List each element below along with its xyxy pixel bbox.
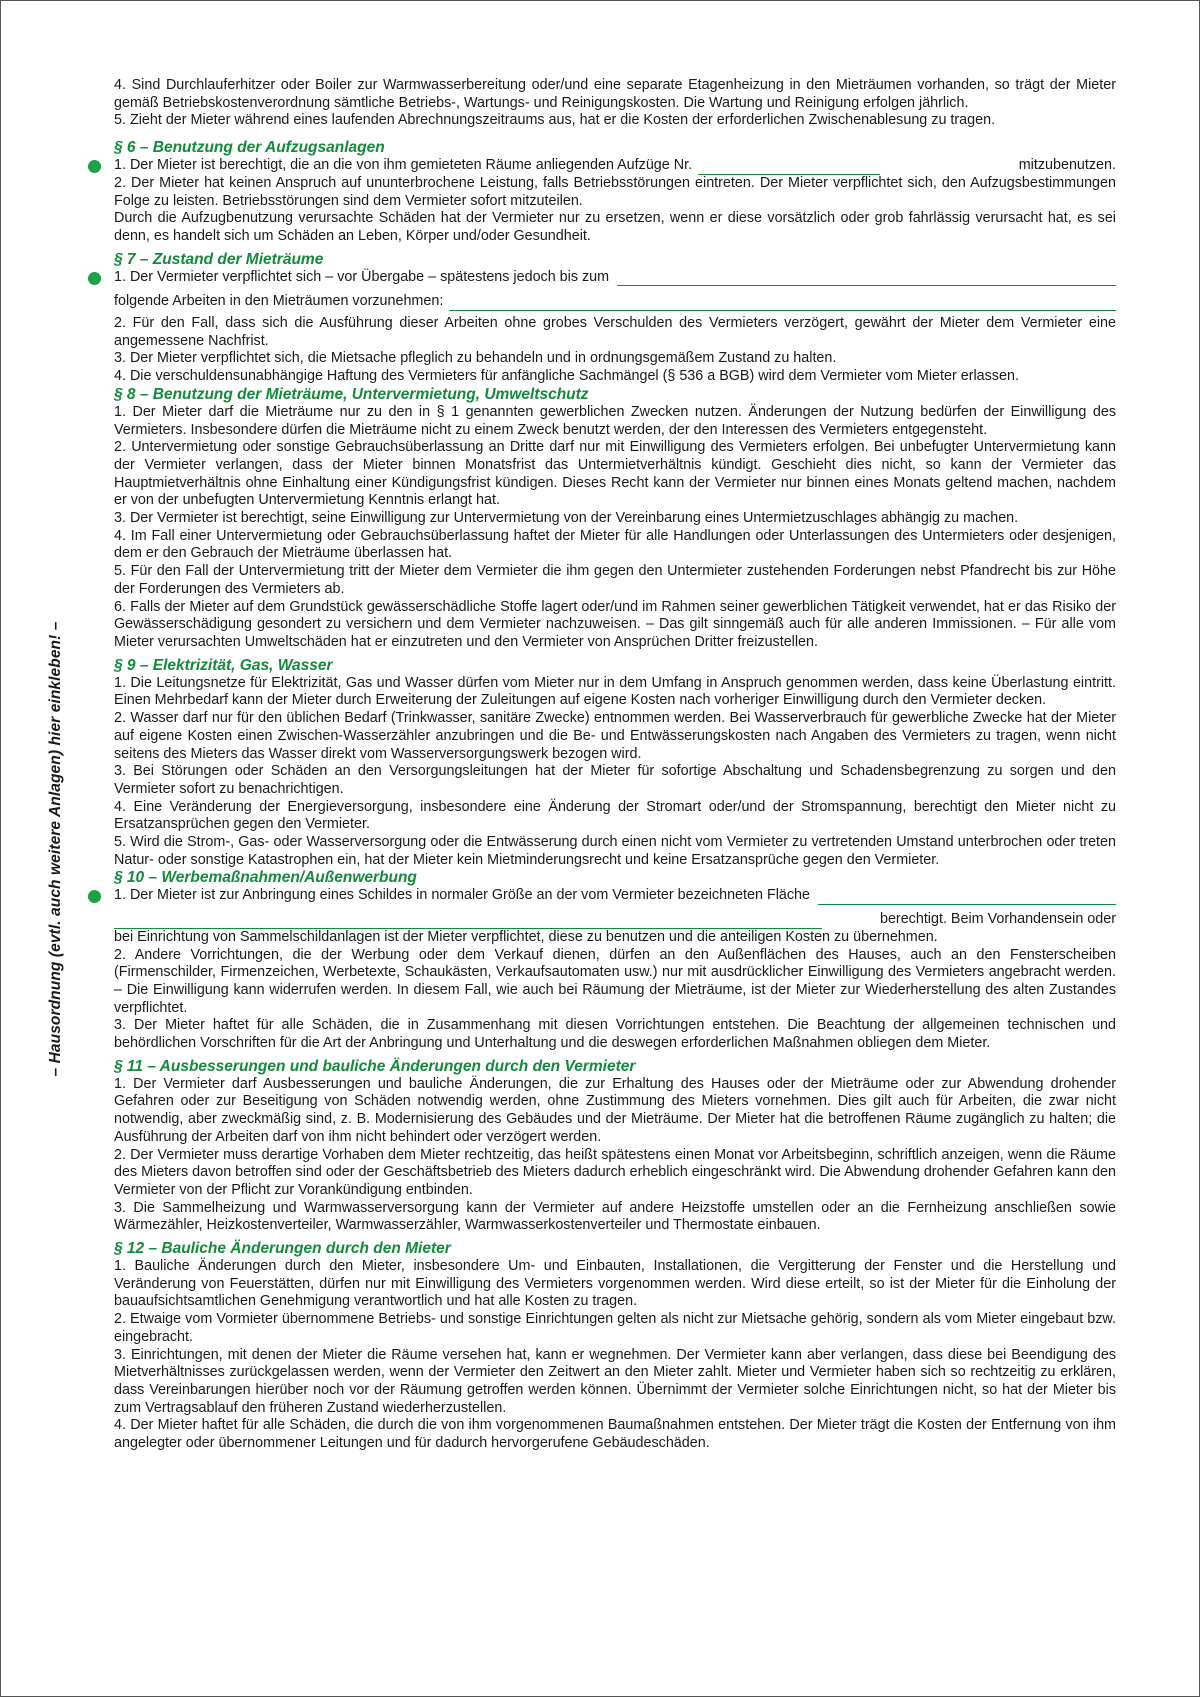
- s12-p1: 1. Bauliche Änderungen durch den Mieter, insbesondere Um- und Einbauten, Installationen, die Vergitterung der Fenster und die Herstellung und Veränderung von Feuerstätten, dürfen nur mit Einwilligung des Vermieters vorgenommen werden. Wird diese erteilt, so ist der Mieter für die Einholung der bauaufsichtsamtlichen Genehmigung verantwortlich und hat alle Kosten zu tragen.: [114, 1258, 1116, 1310]
- s11-p3: 3. Die Sammelheizung und Warmwasserversorgung kann der Vermieter auf andere Heizstoffe umstellen oder an die Fernheizung anschließen sowie Wärmezähler, Heizkostenverteiler, Warmwasserzähler, Warmwasserkostenverteiler und Thermostate einbauen.: [114, 1199, 1116, 1234]
- s7-p1: [114, 269, 1116, 287]
- s9-p4: 4. Eine Veränderung der Energieversorgung, insbesondere eine Änderung der Stromart oder/und der Stromspannung, berechtigt den Mieter nicht zu Ersatzansprüchen gegen den Vermieter.: [114, 798, 1116, 833]
- s10-p1-line2: [114, 911, 1116, 929]
- s8-p6: 6. Falls der Mieter auf dem Grundstück gewässerschädliche Stoffe lagert oder/und im Rahmen seiner gewerblichen Tätigkeit verwendet, hat er das Risiko der Gewässerschädigung gesondert zu versichern und dem Vermieter nachzuweisen. – Das gilt sinngemäß auch für alle anderen Immissionen. – Für alle vom Mieter verursachten Umweltschäden hat er einzutreten und den Vermieter von Ansprüchen Dritter freizustellen.: [114, 598, 1116, 650]
- s10-p3: 3. Der Mieter haftet für alle Schäden, die in Zusammenhang mit diesen Vorrichtungen entstehen. Die Beachtung der allgemeinen technischen und behördlichen Vorschriften für die Art der Anbringung und Unterhaltung und die deswegen erforderlichen Maßnahmen obliegen dem Mieter.: [114, 1017, 1116, 1052]
- s9-p1: 1. Die Leitungsnetze für Elektrizität, Gas und Wasser dürfen vom Mieter nur in dem Umfang in Anspruch genommen werden, dass keine Überlastung eintritt. Einen Mehrbedarf kann der Mieter durch Erweiterung der Zuleitungen auf eigene Kosten nach vorheriger Einwilligung durch den Vermieter decken.: [114, 674, 1116, 709]
- s10-p2: 2. Andere Vorrichtungen, die der Werbung oder dem Verkauf dienen, dürfen an den Außenflächen des Hauses, auch an den Fensterscheiben (Firmenschilder, Firmenzeichen, Werbetexte, Schaukästen, Verkaufsautomaten usw.) nur mit ausdrücklicher Einwilligung des Vermieters angebracht werden. – Die Einwilligung kann widerrufen werden. In diesem Fall, wie auch bei Räumung der Mieträume, ist der Mieter zur Wiederherstellung des alten Zustandes verpflichtet.: [114, 946, 1116, 1016]
- deadline-date-field[interactable]: [617, 273, 1116, 286]
- s12-p2: 2. Etwaige vom Vormieter übernommene Betriebs- und sonstige Einrichtungen gelten als nicht zur Mietsache gehörig, sondern als vom Mieter eingebaut bzw. eingebracht.: [114, 1311, 1116, 1345]
- s7-p2: 2. Für den Fall, dass sich die Ausführung dieser Arbeiten ohne grobes Verschulden des Vermieters verzögert, gewährt der Mieter dem Vermieter eine angemessene Nachfrist.: [114, 315, 1116, 349]
- s11-p1: 1. Der Vermieter darf Ausbesserungen und bauliche Änderungen, die zur Erhaltung des Hauses oder der Mieträume oder zur Abwendung drohender Gefahren oder zur Beseitigung von Schäden notwendig werden, ohne Zustimmung des Mieters vornehmen. Dies gilt auch für Arbeiten, die zwar nicht notwendig, aber zweckmäßig sind, z. B. Modernisierung des Gebäudes und der Mieträume. Der Mieter hat die betroffenen Räume zugänglich zu halten; die Ausführung der Arbeiten darf von ihm nicht behindert oder verzögert werden.: [114, 1075, 1116, 1145]
- s6-heading: § 6 – Benutzung der Aufzugsanlagen: [114, 139, 385, 157]
- s10-heading: § 10 – Werbemaßnahmen/Außenwerbung: [114, 869, 417, 887]
- elevator-number-field[interactable]: [698, 162, 880, 175]
- s12-p4: 4. Der Mieter haftet für alle Schäden, die durch die von ihm vorgenommenen Baumaßnahmen entstehen. Der Mieter trägt die Kosten der Entfernung von ihm angelegter oder übernommener Leitungen und für dadurch hervorgerufene Gebäudeschäden.: [114, 1417, 1116, 1452]
- s8-heading: § 8 – Benutzung der Mieträume, Untervermietung, Umweltschutz: [114, 385, 589, 403]
- s9-p2: 2. Wasser darf nur für den üblichen Bedarf (Trinkwasser, sanitäre Zwecke) entnommen werden. Bei Wasserverbrauch für gewerbliche Zwecke hat der Mieter auf eigene Kosten einen Zwischen-Wasserzähler anzubringen und die Be- und Entwässerungskosten nach Angaben des Vermieters zu tragen, wenn nicht seitens des Mieters das Wasser direkt vom Wasserversorgungswerk bezogen wird.: [114, 710, 1116, 762]
- s7-p1-text2: folgende Arbeiten in den Mieträumen vorzunehmen:: [114, 293, 444, 310]
- s7-p1-text: 1. Der Vermieter verpflichtet sich – vor Übergabe – spätestens jedoch bis zum: [114, 268, 610, 285]
- s9-heading: § 9 – Elektrizität, Gas, Wasser: [114, 656, 333, 674]
- s10-p1-text2: berechtigt. Beim Vorhandensein oder: [879, 911, 1116, 928]
- s10-p1-text: 1. Der Mieter ist zur Anbringung eines Schildes in normaler Größe an der vom Vermieter bezeichneten Fläche: [114, 887, 811, 904]
- s7-heading: § 7 – Zustand der Mieträume: [114, 250, 324, 268]
- s7-p1-line2: [114, 293, 1116, 311]
- s8-p3: 3. Der Vermieter ist berechtigt, seine Einwilligung zur Untervermietung von der Vereinbarung eines Untermietzuschlages abhängig zu machen.: [114, 510, 1019, 527]
- s8-p5: 5. Für den Fall der Untervermietung tritt der Mieter dem Vermieter die ihm gegen den Untermieter zustehenden Forderungen nebst Pfandrecht bis zur Höhe der Forderungen des Vermieters ab.: [114, 563, 1116, 597]
- s10-p1-cont: bei Einrichtung von Sammelschildanlagen ist der Mieter verpflichtet, diese zu benutzen und die anteiligen Kosten zu übernehmen.: [114, 928, 938, 945]
- s5-p5: 5. Zieht der Mieter während eines laufenden Abrechnungszeitraums aus, hat er die Kosten der erforderlichen Zwischenablesung zu tragen.: [114, 112, 996, 129]
- s10-p1: [114, 887, 1116, 905]
- s6-p3: Durch die Aufzugbenutzung verursachte Schäden hat der Vermieter nur zu ersetzen, wenn er diese vorsätzlich oder grob fahrlässig verursacht hat, es sei denn, es handelt sich um Schäden an Leben, Körper und/oder Gesundheit.: [114, 210, 1116, 244]
- s6-p1-text: 1. Der Mieter ist berechtigt, die an die von ihm gemieteten Räume anliegenden Aufzüge Nr.: [114, 157, 693, 174]
- s8-p1: 1. Der Mieter darf die Mieträume nur zu den in § 1 genannten gewerblichen Zwecken nutzen. Änderungen der Nutzung bedürfen der Einwilligung des Vermieters. Insbesondere dürfen die Mieträume nicht zu einem Zweck benutzt werden, der den Interessen des Vermieters entgegensteht.: [114, 403, 1116, 438]
- s8-p2: 2. Untervermietung oder sonstige Gebrauchsüberlassung an Dritte darf nur mit Einwilligung des Vermieters erfolgen. Bei unbefugter Untervermietung kann der Vermieter verlangen, dass der Mieter binnen Monatsfrist das Untermietverhältnis kündigt. Geschieht dies nicht, so kann der Vermieter das Hauptmietverhältnis ohne Einhaltung einer Kündigungsfrist kündigen. Dieses Recht kann der Vermieter nur binnen eines Monats geltend machen, nachdem er von der unbefugten Untervermietung Kenntnis erlangt hat.: [114, 439, 1116, 509]
- s7-p4: 4. Die verschuldensunabhängige Haftung des Vermieters für anfängliche Sachmängel (§ 536 a BGB) wird dem Vermieter vom Mieter erlassen.: [114, 368, 1019, 385]
- sign-area-field[interactable]: [818, 892, 1116, 905]
- s5-p4: 4. Sind Durchlauferhitzer oder Boiler zur Warmwasserbereitung oder/und eine separate Etagenheizung in den Mieträumen vorhanden, so trägt der Mieter gemäß Betriebskostenverordnung sämtliche Betriebs-, Wartungs- und Reinigungskosten. Die Wartung und Reinigung erfolgen jährlich.: [114, 77, 1116, 111]
- contract-page: [114, 77, 1116, 1453]
- s6-p1-end: mitzubenutzen.: [1018, 157, 1116, 174]
- s7-p3: 3. Der Mieter verpflichtet sich, die Mietsache pfleglich zu behandeln und in ordnungsgemäßem Zustand zu halten.: [114, 350, 837, 367]
- s9-p3: 3. Bei Störungen oder Schäden an den Versorgungsleitungen hat der Mieter für sofortige Abschaltung und Schadensbegrenzung zu sorgen und den Vermieter sofort zu benachrichtigen.: [114, 763, 1116, 797]
- s12-heading: § 12 – Bauliche Änderungen durch den Mieter: [114, 1240, 451, 1258]
- s6-p2: 2. Der Mieter hat keinen Anspruch auf ununterbrochene Leistung, falls Betriebsstörungen eintreten. Der Mieter verpflichtet sich, den Aufzugsbestimmungen Folge zu leisten. Betriebsstörungen sind dem Vermieter sofort mitzuteilen.: [114, 174, 1116, 209]
- s6-p1: [114, 157, 1116, 175]
- side-note: – Hausordnung (evtl. auch weitere Anlagen) hier einkleben! –: [47, 621, 64, 1077]
- s9-p5: 5. Wird die Strom-, Gas- oder Wasserversorgung oder die Entwässerung durch einen nicht vom Vermieter zu vertretenden Umstand unterbrochen oder treten Natur- oder sonstige Katastrophen ein, hat der Mieter kein Mietminderungsrecht und keine Ersatzansprüche gegen den Vermieter.: [114, 834, 1116, 868]
- s11-p2: 2. Der Vermieter muss derartige Vorhaben dem Mieter rechtzeitig, das heißt spätestens einen Monat vor Arbeitsbeginn, schriftlich anzeigen, wenn die Räume des Mieters davon betroffen sind oder der Geschäftsbetrieb des Mieters dadurch erheblich eingeschränkt wird. Die Abwendung drohender Gefahren kann den Vermieter von der Pflicht zur Vorankündigung entbinden.: [114, 1146, 1117, 1198]
- green-bullet-icon: [88, 272, 101, 285]
- s8-p4: 4. Im Fall einer Untervermietung oder Gebrauchsüberlassung haftet der Mieter für alle Handlungen oder Unterlassungen des Untermieters oder desjenigen, dem er den Gebrauch der Mieträume überlassen hat.: [114, 527, 1116, 562]
- s11-heading: § 11 – Ausbesserungen und bauliche Änderungen durch den Vermieter: [114, 1057, 636, 1075]
- works-description-field[interactable]: [449, 298, 1116, 311]
- s12-p3: 3. Einrichtungen, mit denen der Mieter die Räume versehen hat, kann er wegnehmen. Der Vermieter kann aber verlangen, dass diese bei Beendigung des Mietverhältnisses zurückgelassen werden, wenn der Vermieter den Zeitwert an den Mieter zahlt. Mieter und Vermieter haben sich so rechtzeitig zu erklären, dass Vereinbarungen hierüber noch vor der Räumung getroffen werden können. Übernimmt der Vermieter solche Einrichtungen nicht, so hat der Mieter bis zum Vertragsablauf den früheren Zustand wiederherzustellen.: [114, 1346, 1116, 1416]
- sign-area-field-2[interactable]: [114, 916, 822, 929]
